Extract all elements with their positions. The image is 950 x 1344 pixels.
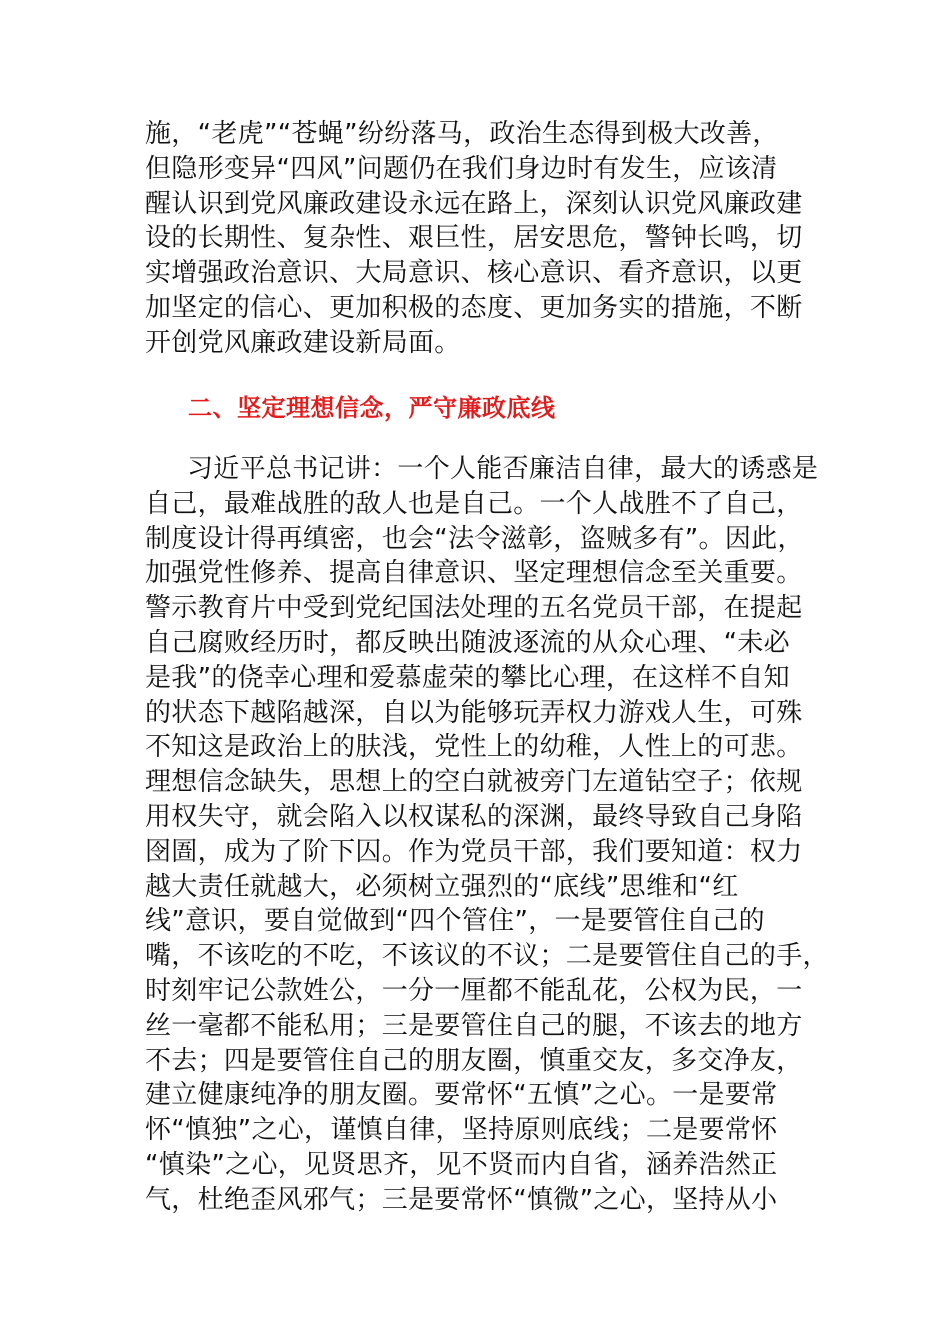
text-line: 开创党风廉政建设新局面。 (145, 327, 461, 358)
text-line: 设的长期性、复杂性、艰巨性，居安思危，警钟长鸣，切 (145, 223, 803, 254)
text-line: 自己，最难战胜的敌人也是自己。一个人战胜不了自己， (145, 488, 803, 519)
text-line: 囹圄，成为了阶下囚。作为党员干部，我们要知道：权力 (145, 836, 803, 867)
text-line: 丝一毫都不能私用；三是要管住自己的腿，不该去的地方 (145, 1010, 803, 1041)
body-paragraph-2 (145, 452, 829, 1218)
text-line: 越大责任就越大，必须树立强烈的“底线”思维和“红 (145, 871, 739, 902)
text-line: 但隐形变异“四风”问题仍在我们身边时有发生，应该清 (145, 153, 778, 184)
text-line: 实增强政治意识、大局意识、核心意识、看齐意识，以更 (145, 258, 803, 289)
text-line: 施，“老虎”“苍蝇”纷纷落马，政治生态得到极大改善， (145, 119, 779, 149)
text-line: 自己腐败经历时，都反映出随波逐流的从众心理、“未必 (145, 627, 790, 658)
text-line: 加强党性修养、提高自律意识、坚定理想信念至关重要。 (145, 558, 803, 589)
text-line: 理想信念缺失，思想上的空白就被旁门左道钻空子；依规 (145, 767, 803, 798)
text-line: 加坚定的信心、更加积极的态度、更加务实的措施，不断 (145, 292, 803, 323)
text-line: “慎染”之心，见贤思齐，见不贤而内自省，涵养浩然正 (145, 1149, 778, 1180)
text-line: 怀“慎独”之心，谨慎自律，坚持原则底线；二是要常怀 (145, 1115, 778, 1146)
text-line: 的状态下越陷越深，自以为能够玩弄权力游戏人生，可殊 (145, 697, 803, 728)
text-line: 不去；四是要管住自己的朋友圈，慎重交友，多交净友， (145, 1045, 803, 1076)
body-paragraph-1 (145, 117, 810, 361)
text-line: 警示教育片中受到党纪国法处理的五名党员干部，在提起 (145, 593, 803, 624)
text-line: 建立健康纯净的朋友圈。要常怀“五慎”之心。一是要常 (145, 1080, 778, 1111)
text-line: 时刻牢记公款姓公，一分一厘都不能乱花，公权为民，一 (145, 975, 803, 1006)
text-line: 醒认识到党风廉政建设永远在路上，深刻认识党风廉政建 (145, 188, 803, 219)
text-line: 习近平总书记讲：一个人能否廉洁自律，最大的诱惑是 (187, 454, 819, 484)
text-line: 嘴，不该吃的不吃，不该议的不议；二是要管住自己的手， (145, 941, 829, 972)
text-line: 线”意识，要自觉做到“四个管住”，一是要管住自己的 (145, 906, 765, 937)
text-line: 不知这是政治上的肤浅，党性上的幼稚，人性上的可悲。 (145, 732, 803, 763)
section-heading: 二、坚定理想信念，严守廉政底线 (188, 394, 556, 422)
text-line: 是我”的侥幸心理和爱慕虚荣的攀比心理，在这样不自知 (145, 662, 790, 693)
text-line: 制度设计得再缜密，也会“法令滋彰，盗贼多有”。因此， (145, 523, 804, 554)
text-line: 用权失守，就会陷入以权谋私的深渊，最终导致自己身陷 (145, 801, 803, 832)
text-line: 气，杜绝歪风邪气；三是要常怀“慎微”之心，坚持从小 (145, 1184, 778, 1215)
